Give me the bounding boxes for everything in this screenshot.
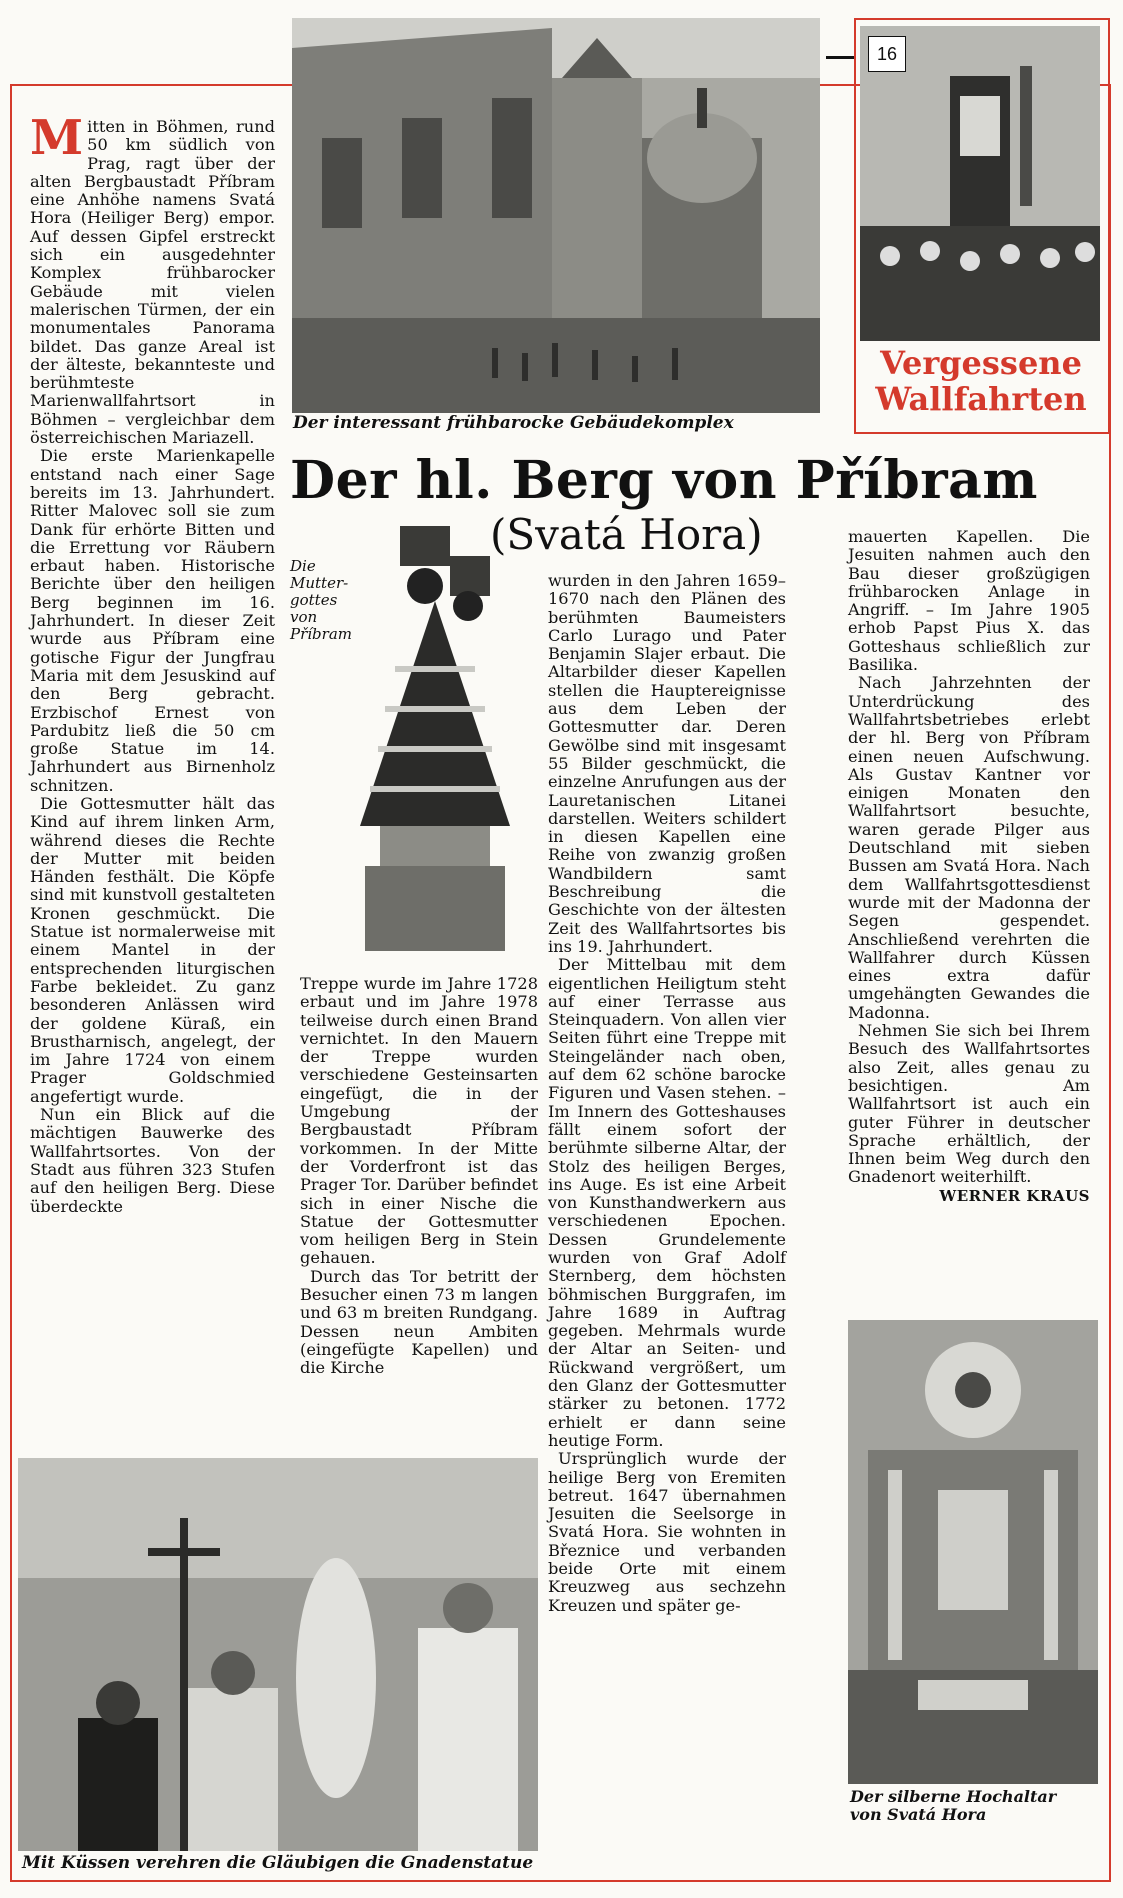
column-2 <box>300 975 538 1378</box>
altar-caption-line1: Der silberne Hochaltar <box>850 1787 1057 1806</box>
kissing-illustration <box>18 1458 538 1851</box>
column-1 <box>30 110 275 1216</box>
kissing-photo <box>18 1458 538 1851</box>
col3-para-3: Ursprünglich wurde der heilige Berg von Eremiten betreut. 1647 übernahmen Jesuiten die Seelsorge in Svatá Hora. Sie wohnten in Březnice und verbanden beide Orte mit einem Kreuzweg aus sechzehn Kreuzen und später ge- <box>548 1449 786 1615</box>
author-byline: WERNER KRAUS <box>939 1186 1090 1205</box>
series-title <box>856 345 1106 417</box>
top-rule-right <box>826 56 856 59</box>
statue-photo <box>340 526 530 956</box>
col3-para-1: wurden in den Jahren 1659–1670 nach den Plänen des berühmten Baumeisters Carlo Lurago und Pater Benjamin Slajer erbaut. Die Altarbilder dieser Kapellen stellen die Hauptereignisse aus dem Leben der Gottesmutter dar. Deren Gewölbe sind mit insgesamt 55 Bilder geschmückt, die einzelne Anrufungen aus der Lauretanischen Litanei darstellen. Weiters schildert in diesen Kapellen eine Reihe von zwanzig großen Wandbildern samt Beschreibung die Geschichte von der ältesten Zeit des Wallfahrtsortes bis ins 19. Jahrhundert. <box>548 571 786 956</box>
building-caption: Der interessant frühbarocke Gebäudekomplex <box>293 413 734 433</box>
statue-caption-line3: gottes <box>290 591 338 609</box>
col2-para-1: Treppe wurde im Jahre 1728 erbaut und im Jahre 1978 teilweise durch einen Brand vernichtet. In den Mauern der Treppe wurden verschiedene Gesteinsarten eingefügt, die in der Umgebung der Bergbaustadt Příbram vorkommen. In der Mitte der Vorderfront ist das Prager Tor. Darüber befindet sich in einer Nische die Statue der Gottesmutter vom heiligen Berg in Stein gehauen. <box>300 974 538 1268</box>
col1-para-1: itten in Böhmen, rund 50 km südlich von Prag, ragt über der alten Bergbaustadt Příbram eine Anhöhe namens Svatá Hora (Heiliger Berg) empor. Auf dessen Gipfel erstreckt sich ein ausgedehnter Komplex frühbarocker Gebäude mit vielen malerischen Türmen, der ein monumentales Panorama bildet. Das ganze Areal ist der älteste, bekannteste und berühmteste Marienwallfahrtsort in Böhmen – vergleichbar dem österreichischen Mariazell. <box>30 117 275 448</box>
procession-illustration <box>860 26 1100 341</box>
col2-para-2: Durch das Tor betritt der Besucher einen 73 m langen und 63 m breiten Rundgang. Dessen neun Ambiten (eingefügte Kapellen) und die Kirche <box>300 1266 538 1378</box>
statue-caption-line1: Die <box>290 557 316 575</box>
series-title-line1: Vergessene <box>880 344 1082 382</box>
col1-para-3: Die Gottesmutter hält das Kind auf ihrem linken Arm, während dieses die Rechte der Mutter mit beiden Händen festhält. Die Köpfe sind mit kunstvoll gestalteten Kronen geschmückt. Die Statue ist normalerweise mit einem Mantel in der entsprechenden liturgischen Farbe bekleidet. Zu ganz besonderen Anlässen wird der goldene Küraß, ein Brustharnisch, angelegt, der im Jahre 1724 von einem Prager Goldschmied angefertigt wurde. <box>30 793 275 1106</box>
col4-para-1: mauerten Kapellen. Die Jesuiten nahmen auch den Bau dieser großzügigen frühbarocken Anlage in Angriff. – Im Jahre 1905 erhob Papst Pius X. das Gotteshaus schließlich zur Basilika. <box>848 527 1090 675</box>
statue-caption-line4: von <box>290 608 318 626</box>
statue-illustration <box>340 526 530 956</box>
headline: Der hl. Berg von Příbram <box>290 450 1038 511</box>
subheadline: (Svatá Hora) <box>490 510 763 559</box>
statue-caption-line5: Příbram <box>290 625 352 643</box>
altar-illustration <box>848 1320 1098 1784</box>
col4-para-2: Nach Jahrzehnten der Unterdrückung des Wallfahrtsbetriebes erlebt der hl. Berg von Příbram einen neuen Aufschwung. Als Gustav Kantner vor einigen Monaten den Wallfahrtsort besuchte, waren gerade Pilger aus Deutschland mit sieben Bussen am Svatá Hora. Nach dem Wallfahrtsgottesdienst wurde mit der Madonna der Segen gespendet. Anschließend verehrten die Wallfahrer durch Küssen eines extra dafür umgehängten Gewandes die Madonna. <box>848 673 1090 1022</box>
col1-para-4: Nun ein Blick auf die mächtigen Bauwerke des Wallfahrtsortes. Von der Stadt aus führen 323 Stufen auf den heiligen Berg. Diese überdeckte <box>30 1105 275 1216</box>
kissing-caption: Mit Küssen verehren die Gläubigen die Gnadenstatue <box>22 1853 534 1873</box>
col1-para-2: Die erste Marienkapelle entstand nach einer Sage bereits im 13. Jahrhundert. Ritter Malovec soll sie zum Dank für erhörte Bitten und die Errettung vor Räubern erbaut haben. Historische Berichte über den heiligen Berg beginnen im 16. Jahrhundert. In dieser Zeit wurde aus Příbram eine gotische Figur der Jungfrau Maria mit dem Jesuskind auf den Berg gebracht. Erzbischof Ernest von Pardubitz ließ die 50 cm große Statue im 14. Jahrhundert aus Birnenholz schnitzen. <box>30 446 275 795</box>
altar-caption-line2: von Svatá Hora <box>850 1805 987 1824</box>
top-rule-left <box>10 84 290 86</box>
building-illustration <box>292 18 820 413</box>
col3-para-2: Der Mittelbau mit dem eigentlichen Heiligtum steht auf einer Terrasse aus Steinquadern. Von allen vier Seiten führt eine Treppe mit Steingeländer nach oben, auf dem 62 schöne barocke Figuren und Vasen stehen. – Im Innern des Gotteshauses fällt einem sofort der berühmte silberne Altar, der Stolz des heiligen Berges, ins Auge. Es ist eine Arbeit von Kunsthandwerkern aus verschiedenen Epochen. Dessen Grundelemente wurden von Graf Adolf Sternberg, dem höchsten böhmischen Burggrafen, im Jahre 1689 in Auftrag gegeben. Mehrmals wurde der Altar an Seiten- und Rückwand vergrößert, um den Glanz der Gottesmutter stärker zu betonen. 1772 erhielt er dann seine heutige Form. <box>548 955 786 1450</box>
series-title-line2: Wallfahrten <box>875 380 1087 418</box>
page-number: 16 <box>876 44 898 64</box>
procession-photo <box>860 26 1100 341</box>
statue-caption <box>290 558 360 643</box>
altar-photo <box>848 1320 1098 1784</box>
column-4 <box>848 528 1090 1205</box>
altar-caption <box>850 1788 1100 1824</box>
drop-cap: M <box>30 110 84 166</box>
page-number-box <box>868 36 906 72</box>
building-photo <box>292 18 820 413</box>
column-3 <box>548 572 786 1615</box>
statue-caption-line2: Mutter- <box>290 574 349 592</box>
col4-para-3: Nehmen Sie sich bei Ihrem Besuch des Wallfahrtsortes also Zeit, alles genau zu besichtigen. Am Wallfahrtsort ist auch ein guter Führer in deutscher Sprache erhältlich, der Ihnen beim Weg durch den Gnadenort weiterhilft. <box>848 1021 1090 1187</box>
